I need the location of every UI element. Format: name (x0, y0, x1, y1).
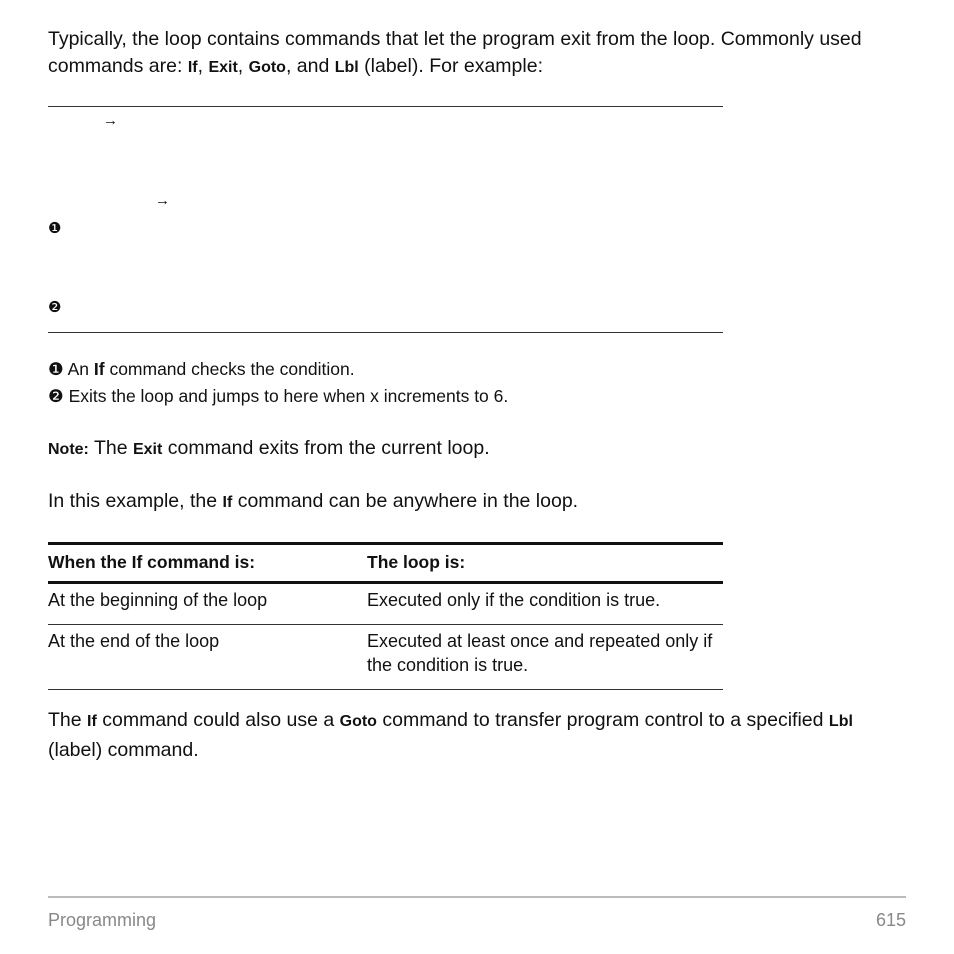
if-command-keyword: If (187, 59, 198, 76)
intro-paragraph (48, 26, 918, 81)
code-box-top-rule (48, 106, 723, 107)
example-paragraph (48, 490, 578, 513)
callout-text: An (63, 359, 94, 379)
store-arrow-icon: → (155, 192, 170, 209)
separator: , (197, 55, 209, 77)
goto-command-keyword: Goto (339, 713, 377, 730)
column-header-when: When the If command is: (48, 544, 367, 583)
code-box-bottom-rule (48, 332, 723, 333)
table-cell: Executed at least once and repeated only if the condition is true. (367, 625, 723, 690)
table-cell: At the end of the loop (48, 625, 367, 690)
page-number: 615 (875, 910, 906, 930)
callout-note-1 (48, 359, 355, 380)
if-command-keyword: If (87, 713, 97, 730)
note-label: Note: (48, 441, 89, 458)
footer-section-title: Programming (48, 910, 157, 930)
closing-text: (label) command. (48, 739, 199, 761)
closing-text: The (48, 709, 88, 731)
closing-text: command to transfer program control to a specified (376, 709, 829, 731)
note-text: command exits from the current loop. (162, 437, 490, 459)
if-placement-table (48, 542, 723, 690)
table-header-row (48, 544, 723, 583)
closing-paragraph (48, 706, 908, 764)
note-paragraph (48, 437, 490, 460)
intro-text-end: (label). For example: (358, 55, 543, 77)
note-text: The (88, 437, 133, 459)
callout-note-2 (48, 386, 508, 407)
goto-command-keyword: Goto (248, 59, 286, 76)
table-row (48, 583, 723, 625)
table-cell: At the beginning of the loop (48, 583, 367, 625)
callout-marker-1: ❶ (48, 359, 64, 379)
exit-command-keyword: Exit (132, 441, 163, 458)
lbl-command-keyword: Lbl (334, 59, 359, 76)
exit-command-keyword: Exit (208, 59, 238, 76)
separator: , (237, 55, 249, 77)
if-command-keyword: If (93, 359, 105, 379)
callout-text: command checks the condition. (104, 359, 355, 379)
column-header-loop: The loop is: (367, 544, 723, 583)
lbl-command-keyword: Lbl (828, 713, 853, 730)
footer-rule (48, 896, 906, 898)
table-row (48, 625, 723, 690)
callout-marker-2: ❷ (48, 299, 62, 316)
closing-text: command could also use a (96, 709, 340, 731)
example-text: In this example, the (48, 490, 223, 512)
intro-text: Typically, the loop contains commands that let the program exit from the loop. Commonly used commands are: (48, 28, 862, 77)
example-text: command can be anywhere in the loop. (232, 490, 579, 512)
store-arrow-icon: → (103, 112, 118, 129)
table-cell: Executed only if the condition is true. (367, 583, 723, 625)
separator: , and (285, 55, 335, 77)
callout-text: Exits the loop and jumps to here when x increments to 6. (63, 386, 509, 406)
callout-marker-2: ❷ (48, 386, 64, 406)
callout-marker-1: ❶ (48, 220, 62, 237)
if-command-keyword: If (222, 494, 233, 511)
